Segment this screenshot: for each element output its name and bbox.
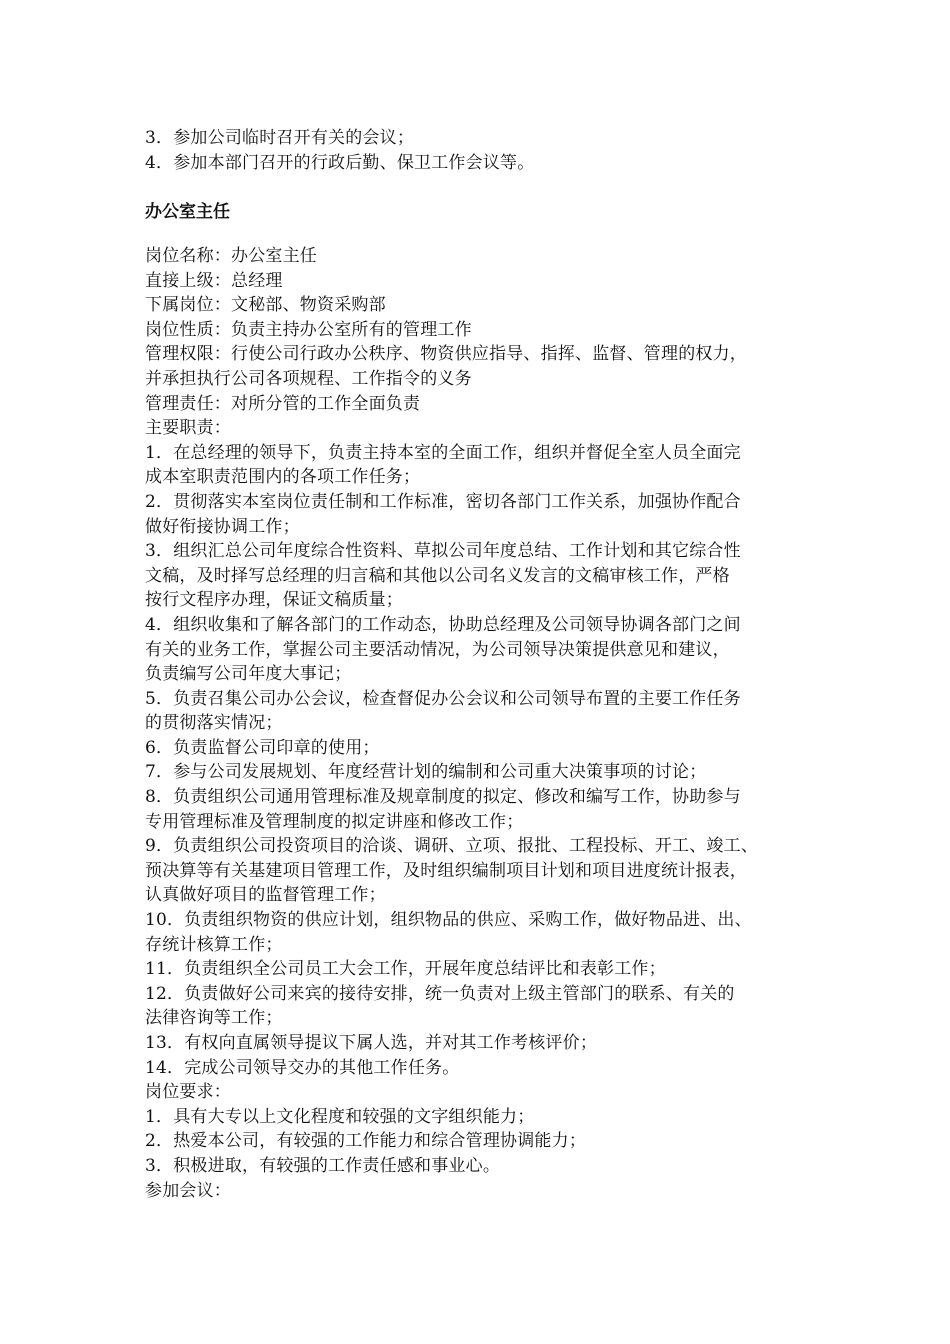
text-line: 2．贯彻落实本室岗位责任制和工作标准，密切各部门工作关系，加强协作配合: [145, 491, 741, 512]
text-line: 直接上级：总经理: [145, 270, 283, 291]
text-line: 1．具有大专以上文化程度和较强的文字组织能力；: [145, 1106, 535, 1127]
text-line: 14．完成公司领导交办的其他工作任务。: [145, 1057, 460, 1078]
text-line: 3．积极进取，有较强的工作责任感和事业心。: [145, 1155, 501, 1176]
text-line: 12．负责做好公司来宾的接待安排，统一负责对上级主管部门的联系、有关的: [145, 983, 735, 1004]
text-line: 文稿，及时择写总经理的归言稿和其他以公司名义发言的文稿审核工作，严格: [145, 565, 730, 586]
text-line: 8．负责组织公司通用管理标准及规章制度的拟定、修改和编写工作，协助参与: [145, 787, 741, 808]
text-line: 的贯彻落实情况；: [145, 713, 283, 734]
text-line: 认真做好项目的监督管理工作；: [145, 885, 386, 906]
text-line: 有关的业务工作，掌握公司主要活动情况，为公司领导决策提供意见和建议，: [145, 639, 730, 660]
text-line: 专用管理标准及管理制度的拟定讲座和修改工作；: [145, 811, 524, 832]
text-line: 岗位要求：: [145, 1082, 231, 1103]
intro-lines: [145, 126, 825, 175]
text-line: 岗位性质：负责主持办公室所有的管理工作: [145, 319, 472, 340]
text-line: 9．负责组织公司投资项目的洽谈、调研、立项、报批、工程投标、开工、竣工、: [145, 836, 759, 857]
text-line: 管理权限：行使公司行政办公秩序、物资供应指导、指挥、监督、管理的权力，: [145, 344, 747, 365]
text-line: 管理责任：对所分管的工作全面负责: [145, 393, 421, 414]
text-line: 做好衔接协调工作；: [145, 516, 300, 537]
section-title: 办公室主任: [145, 202, 230, 222]
text-line: 主要职责：: [145, 418, 231, 439]
text-line: 1．在总经理的领导下，负责主持本室的全面工作，组织并督促全室人员全面完: [145, 442, 741, 463]
text-line: 4．组织收集和了解各部门的工作动态，协助总经理及公司领导协调各部门之间: [145, 614, 741, 635]
text-line: 13．有权向直属领导提议下属人选，并对其工作考核评价；: [145, 1033, 598, 1053]
text-line: 6．负责监督公司印章的使用；: [145, 737, 380, 758]
section-body: [145, 244, 825, 1203]
text-line: 成本室职责范围内的各项工作任务；: [145, 467, 421, 488]
text-line: 10．负责组织物资的供应计划，组织物品的供应、采购工作，做好物品进、出、: [145, 910, 752, 931]
text-line: 岗位名称：办公室主任: [145, 246, 317, 266]
text-line: 5．负责召集公司办公会议，检查督促办公会议和公司领导布置的主要工作任务: [145, 688, 741, 709]
text-line: 按行文程序办理，保证文稿质量；: [145, 590, 403, 611]
text-line: 法律咨询等工作；: [145, 1008, 283, 1029]
text-line: 下属岗位：文秘部、物资采购部: [145, 295, 386, 316]
text-line: 参加会议：: [145, 1180, 231, 1201]
text-line: 并承担执行公司各项规程、工作指令的义务: [145, 368, 472, 389]
text-line: 预决算等有关基建项目管理工作，及时组织编制项目计划和项目进度统计报表，: [145, 860, 747, 881]
text-line: 存统计核算工作；: [145, 934, 283, 955]
text-line: 11．负责组织全公司员工大会工作，开展年度总结评比和表彰工作；: [145, 959, 666, 980]
text-line: 负责编写公司年度大事记；: [145, 664, 352, 685]
text-line: 2．热爱本公司，有较强的工作能力和综合管理协调能力；: [145, 1131, 587, 1152]
text-line: 3．参加公司临时召开有关的会议；: [145, 128, 415, 148]
text-line: 7．参与公司发展规划、年度经营计划的编制和公司重大决策事项的讨论；: [145, 762, 707, 783]
text-line: 3．组织汇总公司年度综合性资料、草拟公司年度总结、工作计划和其它综合性: [145, 541, 741, 562]
text-line: 4．参加本部门召开的行政后勤、保卫工作会议等。: [145, 152, 535, 173]
